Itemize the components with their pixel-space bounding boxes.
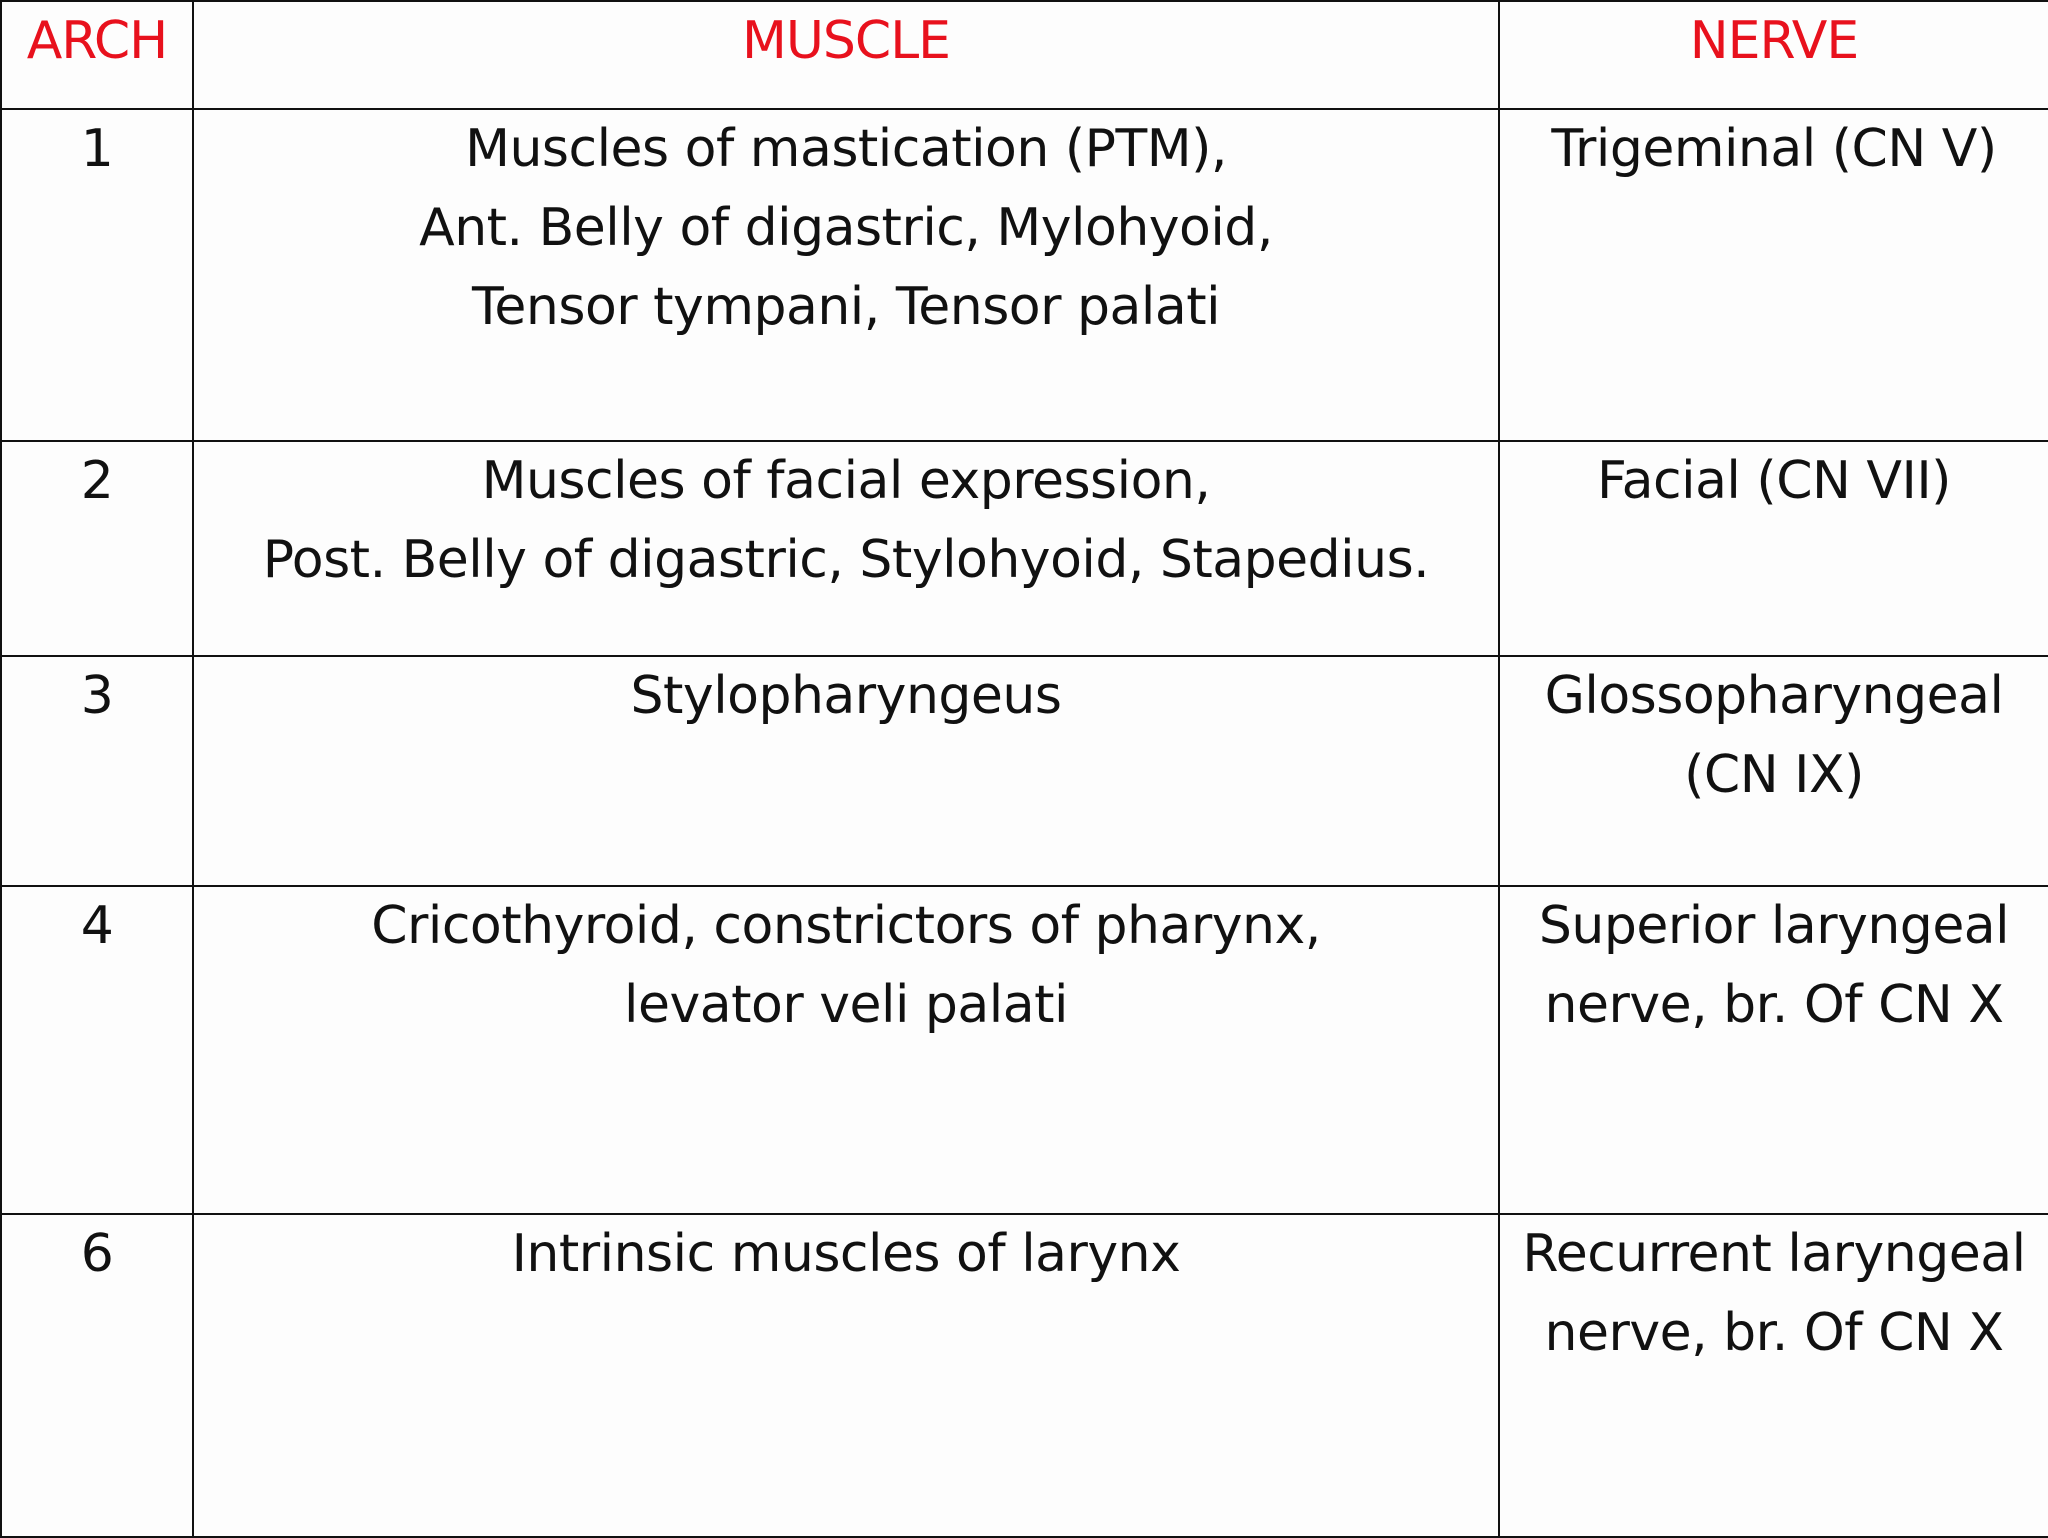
nerve-line: (CN IX) [1684, 745, 1864, 805]
arch-number: 4 [1, 886, 193, 1214]
muscle-line: Cricothyroid, constrictors of pharynx, [371, 896, 1321, 956]
muscle-line: Muscles of mastication (PTM), [465, 119, 1227, 179]
arch-number: 6 [1, 1214, 193, 1537]
muscle-line: Intrinsic muscles of larynx [511, 1224, 1181, 1284]
header-muscle: MUSCLE [193, 1, 1499, 109]
nerve-line: Recurrent laryngeal [1522, 1224, 2026, 1284]
nerve-cell [1499, 886, 2048, 1214]
nerve-cell [1499, 441, 2048, 656]
nerve-cell [1499, 109, 2048, 441]
muscle-cell [193, 1214, 1499, 1537]
table-row [1, 441, 2048, 656]
nerve-line: Superior laryngeal [1538, 896, 2010, 956]
muscle-cell [193, 109, 1499, 441]
table-row [1, 656, 2048, 886]
nerve-line: Trigeminal (CN V) [1551, 119, 1997, 179]
muscle-cell [193, 886, 1499, 1214]
muscle-line: Post. Belly of digastric, Stylohyoid, Stapedius. [262, 530, 1430, 590]
arch-number: 1 [1, 109, 193, 441]
table-row [1, 886, 2048, 1214]
nerve-line: Glossopharyngeal [1544, 666, 2004, 726]
header-nerve: NERVE [1499, 1, 2048, 109]
nerve-line: Facial (CN VII) [1597, 451, 1951, 511]
nerve-cell [1499, 656, 2048, 886]
nerve-line: nerve, br. Of CN X [1544, 975, 2004, 1035]
muscle-line: levator veli palati [624, 975, 1068, 1035]
muscle-line: Tensor tympani, Tensor palati [471, 277, 1221, 337]
header-arch: ARCH [1, 1, 193, 109]
muscle-cell [193, 656, 1499, 886]
muscle-cell [193, 441, 1499, 656]
arch-number: 3 [1, 656, 193, 886]
arch-number: 2 [1, 441, 193, 656]
table-row [1, 1214, 2048, 1537]
nerve-cell [1499, 1214, 2048, 1537]
muscle-line: Muscles of facial expression, [481, 451, 1211, 511]
muscle-line: Stylopharyngeus [630, 666, 1062, 726]
nerve-line: nerve, br. Of CN X [1544, 1303, 2004, 1363]
muscle-line: Ant. Belly of digastric, Mylohyoid, [419, 198, 1273, 258]
table-row [1, 109, 2048, 441]
header-row [1, 1, 2048, 109]
